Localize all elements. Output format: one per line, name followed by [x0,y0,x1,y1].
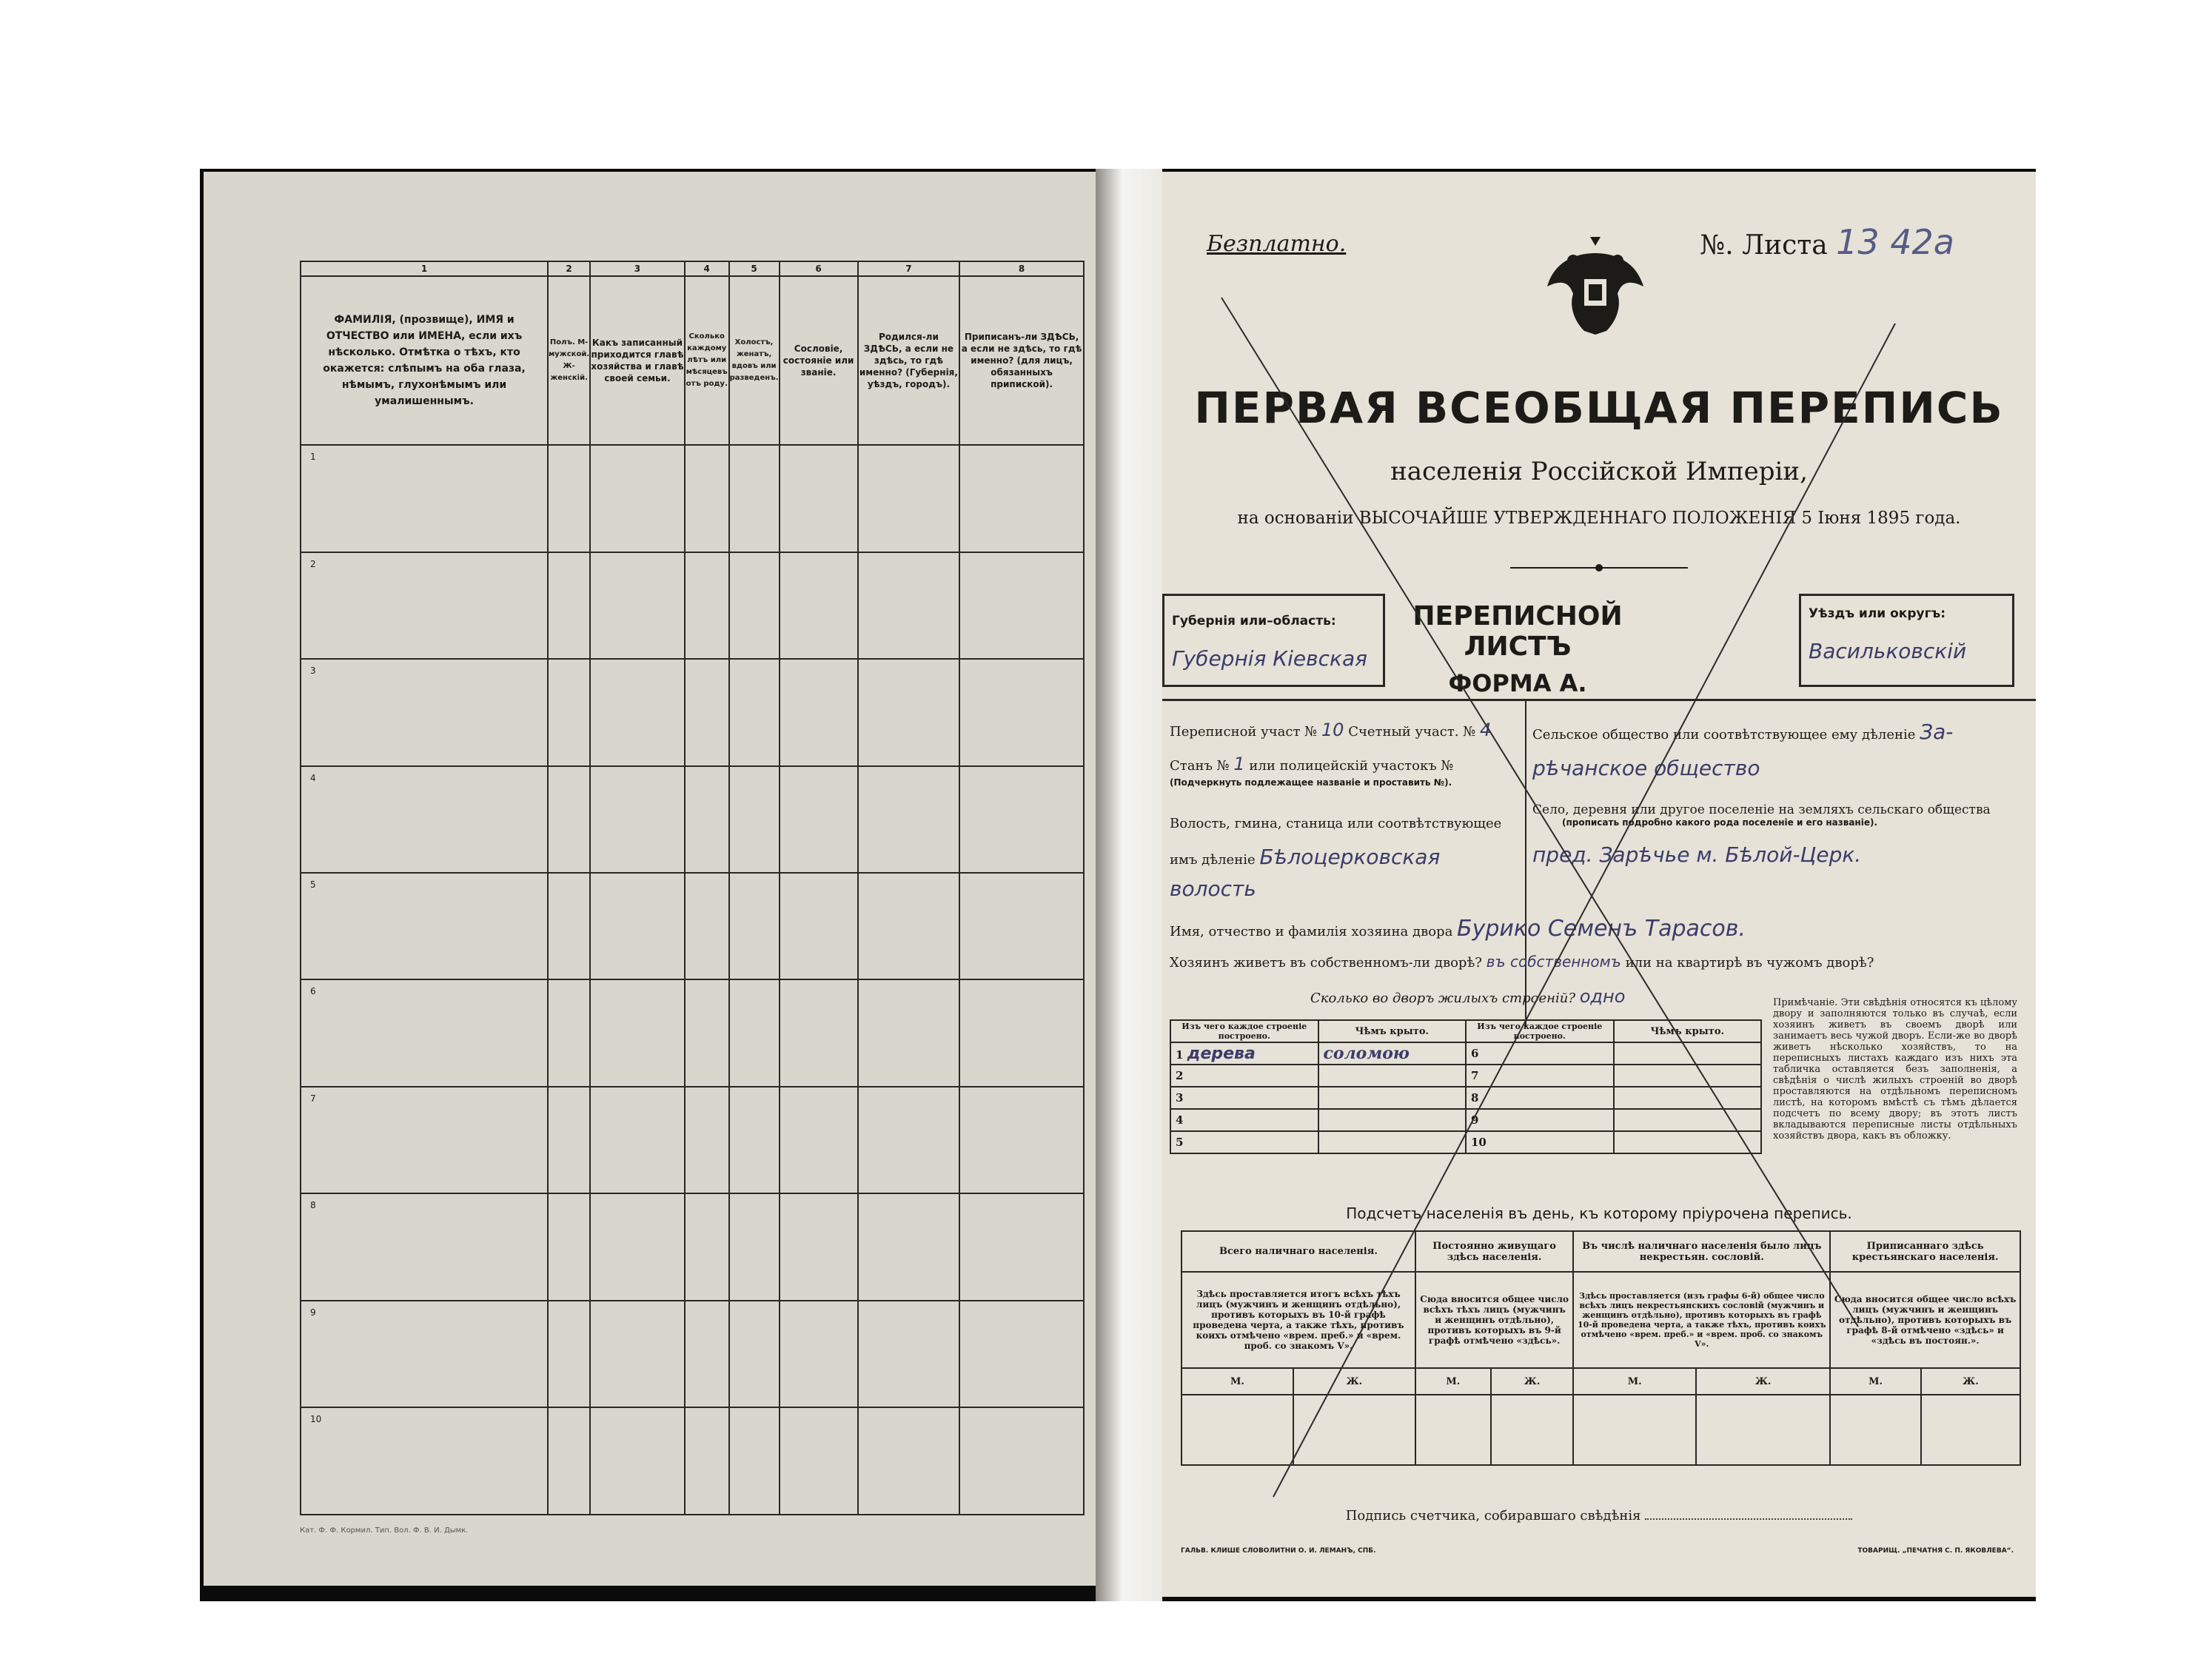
col-number: 5 [729,261,780,276]
sheet-number-label: №. Листа [1700,230,1828,261]
row-number: 4 [301,766,548,873]
header-relation: Какъ записанный приходится главѣ хозяйства и главѣ своей семьи. [590,276,685,445]
population-table: Всего наличнаго населенія. Постоянно живущаго здѣсь населенія. Въ числѣ наличнаго населенія было лицъ некрестьян. сословій. Приписаннаго здѣсь крестьянскаго населенія. Здѣсь проставляется итогъ всѣхъ тѣхъ лицъ (мужчинъ и женщинъ отдѣльно), противъ которыхъ въ 10-й графѣ проведена черта, а также тѣхъ, противъ коихъ отмѣчено «врем. преб.» и «врем. проб. со знакомъ V». Сюда вносится общее число всѣхъ тѣхъ лицъ (мужчинъ и женщинъ отдѣльно), противъ которыхъ въ 9-й графѣ отмѣчено «здѣсь». Здѣсь проставляется (изъ графы 6-й) общее число всѣхъ лицъ некрестьянскихъ сословій (мужчинъ и женщинъ отдѣльно), противъ которыхъ въ графѣ 10-й проведена черта, а также тѣхъ, противъ коихъ отмѣчено «врем. преб.» и «врем. проб. со знакомъ V». Сюда вносится общее число всѣхъ лицъ (мужчинъ и женщинъ отдѣльно), противъ которыхъ въ графѣ 8-й отмѣчено «здѣсь» и «здѣсь въ постоян.». М. Ж. М. Ж. М. Ж. М. Ж. [1181,1230,2021,1466]
header-birthplace: Родился-ли ЗДѢСЬ, а если не здѣсь, то гдѣ именно? (Губернія, уѣздъ, городъ). [858,276,960,445]
row-number: 5 [301,873,548,979]
note-text: Примѣчаніе. Эти свѣдѣнія относятся къ цѣлому двору и заполняются только въ случаѣ, если хозяинъ живетъ въ своемъ дворѣ или занимаетъ весь чужой дворъ. Если-же во дворѣ живетъ нѣсколько хозяйствъ, то на переписныхъ листахъ каждаго изъ нихъ эта табличка оставляется безъ заполненія, а свѣдѣнія о числѣ жилыхъ строеній во дворѣ проставляются на отдѣльномъ переписномъ листѣ, на которомъ вмѣстѣ съ тѣмъ дѣлается подсчетъ по всему двору; въ этотъ листъ вкладываются переписные листы отдѣльныхъ хозяйствъ двора, какъ въ обложку. [1773,997,2017,1142]
podschet-title: Подсчетъ населенія въ день, къ которому пріурочена перепись. [1346,1204,1852,1222]
col-number: 4 [685,261,729,276]
bld-1-roof: соломою [1318,1042,1467,1065]
hozyain-value: Бурико Семенъ Тарасов. [1457,916,1746,942]
col-number: 2 [548,261,590,276]
print-left: ГАЛЬВ. КЛИШЕ СЛОВОЛИТНИ О. И. ЛЕМАНЪ, СПБ. [1181,1547,1376,1555]
page-gutter [1096,169,1162,1601]
row-number: 10 [301,1407,548,1515]
schet-value: 4 [1480,720,1492,740]
hozyain-label: Имя, отчество и фамилія хозяина двора [1170,924,1453,939]
row-number: 3 [301,659,548,765]
row-number: 8 [301,1193,548,1300]
print-right: ТОВАРИЩ. „ПЕЧАТНЯ С. П. ЯКОВЛЕВА“. [1857,1547,2014,1555]
volost-value-2: волость [1170,877,1256,901]
census-table [300,261,1085,1515]
selo-note: (прописать подробно какого рода поселеніе и его названіе). [1562,817,1878,828]
col-number: 3 [590,261,685,276]
buildings-table: Изъ чего каждое строеніе построено. Чѣмъ крыто. Изъ чего каждое строеніе построено. Чѣмъ крыто. 1 дерева соломою 6 2 7 3 8 4 9 5 10 [1170,1019,1762,1154]
uezd-value: Васильковскій [1809,639,1967,663]
header-name: ФАМИЛІЯ, (прозвище), ИМЯ и ОТЧЕСТВО или ИМЕНА, если ихъ нѣсколько. Отмѣтка о тѣхъ, кто окажется: слѣпымъ на оба глаза, нѣмымъ, глухонѣмымъ или умалишеннымъ. [301,276,548,445]
col-number: 1 [301,261,548,276]
bld-1-material: дерева [1187,1044,1256,1063]
uezd-label: Уѣздъ или округъ: [1809,606,1946,621]
header-age: Сколько каждому лѣтъ или мѣсяцевъ отъ роду. [685,276,729,445]
sheet-number-value: 13 42а [1836,222,1954,262]
row-number: 7 [301,1087,548,1193]
underline-note: (Подчеркнуть подлежащее названіе и проставить №). [1170,777,1452,788]
volost-value: Бѣлоцерковская [1259,845,1441,869]
zhivet-value: въ собственномъ [1486,953,1621,971]
row-number: 9 [301,1301,548,1407]
row-number: 1 [301,445,548,552]
zhivet-label: Хозяинъ живетъ въ собственномъ-ли дворѣ? [1170,955,1482,971]
census-title: ПЕРВАЯ ВСЕОБЩАЯ ПЕРЕПИСЬ [1194,383,2004,433]
free-label: Безплатно. [1207,231,1347,257]
volost-label: Волость, гмина, станица или соотвѣтствующее [1170,816,1502,831]
header-estate: Сословіе, состояніе или званіе. [780,276,858,445]
header-sex: Полъ. М-мужской. Ж-женскій. [548,276,590,445]
stroeni-value: одно [1579,986,1626,1007]
selsk-value: За- [1920,720,1954,744]
perepis-uch-value: 10 [1321,720,1344,740]
census-basis: на основаніи ВЫСОЧАЙШЕ УТВЕРЖДЕННАГО ПОЛОЖЕНІЯ 5 Іюня 1895 года. [1237,509,1961,528]
left-page [204,172,1099,1586]
form-title: ПЕРЕПИСНОЙ ЛИСТЪ [1412,601,1623,662]
form-subtitle: ФОРМА А. [1448,669,1587,697]
header-registered: Приписанъ-ли ЗДѢСЬ, а если не здѣсь, то гдѣ именно? (для лицъ, обязанныхъ припиской). [959,276,1084,445]
address-right: Сельское общество или соотвѣтствующее ему дѣленіе За- рѣчанское общество Село, деревня или другое поселеніе на земляхъ сельскаго общества (прописать подробно какого рода поселеніе и его названіе). пред. Зарѣчье м. Бѣлой-Церк. [1532,720,2028,867]
address-left: Переписной участ № 10 Счетный участ. № 4 Станъ № 1 или полицейскій участокъ № (Подчеркнуть подлежащее названіе и проставить №). Волость, гмина, станица или соотвѣтствующее имъ дѣленіе Бѣлоцерковская волость [1170,720,1518,901]
selo-label: Село, деревня или другое поселеніе на земляхъ сельскаго общества [1532,802,1991,817]
stan-value: 1 [1233,754,1245,774]
selsk-value-2: рѣчанское общество [1532,756,1760,780]
gubernia-label: Губернія или–область: [1172,614,1336,629]
stroeni-label: Сколько во дворъ жилыхъ строеній? [1310,991,1575,1006]
census-subtitle: населенія Россійской Имперіи, [1390,457,1808,486]
col-number: 6 [780,261,858,276]
col-number: 8 [959,261,1084,276]
cross-out-lines [1162,172,2036,1597]
header-marital: Холостъ, женатъ, вдовъ или разведенъ. [729,276,780,445]
row-number: 2 [301,552,548,659]
right-page [1162,172,2036,1597]
kvartira-label: или на квартирѣ въ чужомъ дворѣ? [1625,955,1874,971]
col-number: 7 [858,261,960,276]
selo-value: пред. Зарѣчье м. Бѣлой-Церк. [1532,842,1862,867]
left-footer: Кат. Ф. Ф. Кормил. Тип. Вол. Ф. В. И. Дымк. [300,1526,469,1535]
row-number: 6 [301,979,548,1086]
signature-line: Подпись счетчика, собиравшаго свѣдѣнія [1162,1508,2036,1524]
gubernia-value: Губернія Кіевская [1172,646,1367,671]
